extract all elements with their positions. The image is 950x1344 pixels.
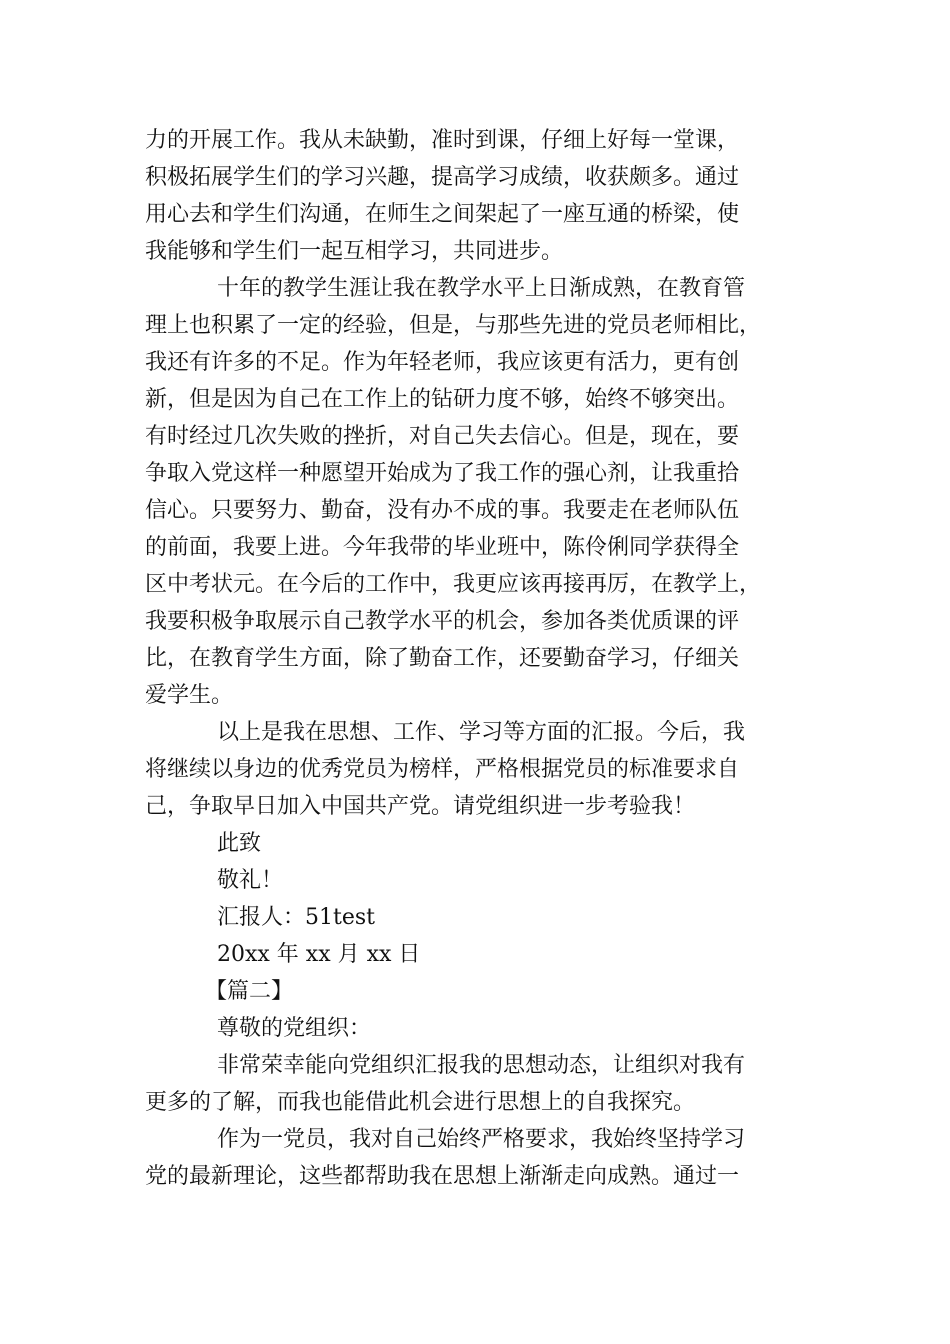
closing-regards [145,862,797,899]
text-line: 将继续以身边的优秀党员为榜样，严格根据党员的标准要求自 [145,757,740,782]
text-line: 非常荣幸能向党组织汇报我的思想动态，让组织对我有 [217,1053,746,1078]
paragraph-1 [145,122,797,270]
text-line: 更多的了解，而我也能借此机会进行思想上的自我探究。 [145,1090,696,1115]
text-line: 20xx 年 xx 月 xx 日 [217,942,421,967]
paragraph-3 [145,714,797,825]
section-heading [145,973,797,1010]
greeting-line [145,1010,797,1047]
text-line: 我能够和学生们一起互相学习，共同进步。 [145,239,564,264]
text-line: 的前面，我要上进。今年我带的毕业班中，陈伶俐同学获得全 [145,535,740,560]
text-line: 尊敬的党组织： [217,1016,372,1041]
text-line: 此致 [217,831,262,856]
text-line: 力的开展工作。我从未缺勤，准时到课，仔细上好每一堂课， [145,128,740,153]
text-line: 比，在教育学生方面，除了勤奋工作，还要勤奋学习，仔细关 [145,646,740,671]
text-line: 我还有许多的不足。作为年轻老师，我应该更有活力，更有创 [145,350,740,375]
paragraph-5 [145,1121,797,1195]
paragraph-2 [145,270,797,714]
text-line: 我要积极争取展示自己教学水平的机会，参加各类优质课的评 [145,609,740,634]
text-line: 【篇二】 [205,979,294,1004]
date-line [145,936,797,973]
closing-salutation [145,825,797,862]
text-line: 区中考状元。在今后的工作中，我更应该再接再厉，在教学上， [145,572,762,597]
text-line: 积极拓展学生们的学习兴趣，提高学习成绩，收获颇多。通过 [145,165,740,190]
document-body [145,122,797,1195]
text-line: 以上是我在思想、工作、学习等方面的汇报。今后，我 [217,720,746,745]
text-line: 汇报人：51test [217,905,375,930]
text-line: 十年的教学生涯让我在教学水平上日渐成熟，在教育管 [217,276,746,301]
signature-line [145,899,797,936]
text-line: 理上也积累了一定的经验，但是，与那些先进的党员老师相比， [145,313,762,338]
text-line: 争取入党这样一种愿望开始成为了我工作的强心剂，让我重拾 [145,461,740,486]
text-line: 新，但是因为自己在工作上的钻研力度不够，始终不够突出。 [145,387,740,412]
text-line: 信心。只要努力、勤奋，没有办不成的事。我要走在老师队伍 [145,498,740,523]
text-line: 爱学生。 [145,683,234,708]
text-line: 用心去和学生们沟通，在师生之间架起了一座互通的桥梁，使 [145,202,740,227]
text-line: 作为一党员，我对自己始终严格要求，我始终坚持学习 [217,1127,746,1152]
text-line: 有时经过几次失败的挫折，对自己失去信心。但是，现在，要 [145,424,740,449]
paragraph-4 [145,1047,797,1121]
text-line: 己，争取早日加入中国共产党。请党组织进一步考验我！ [145,794,696,819]
text-line: 党的最新理论，这些都帮助我在思想上渐渐走向成熟。通过一 [145,1164,740,1189]
text-line: 敬礼！ [217,868,284,893]
